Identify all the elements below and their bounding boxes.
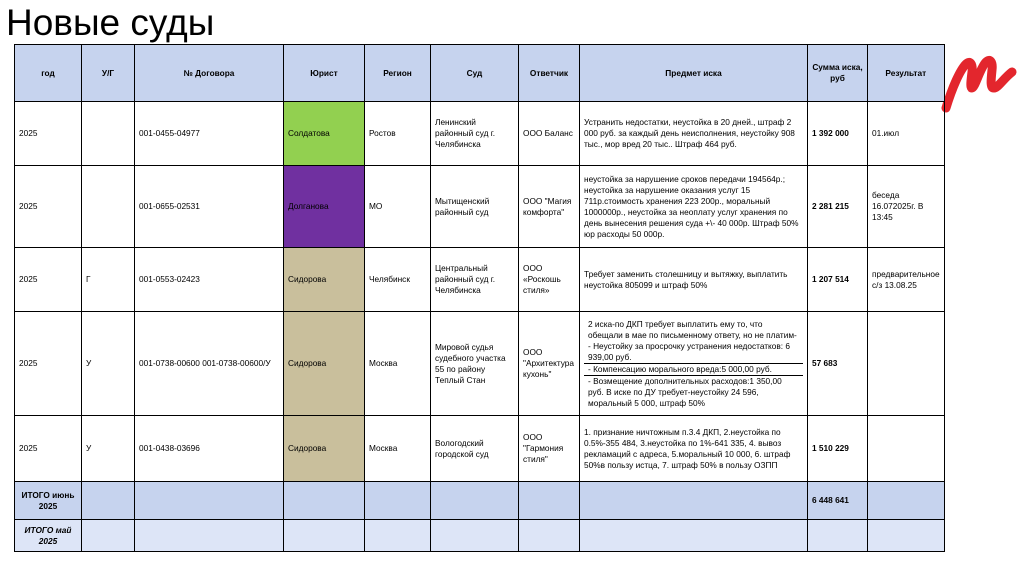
table-header-row (15, 45, 945, 102)
header-defendant: Ответчик (519, 45, 580, 102)
cell-defendant: ООО "Архитектура кухонь" (519, 312, 580, 416)
total-row (15, 482, 945, 520)
cell-defendant: ООО Баланс (519, 102, 580, 166)
total-label: ИТОГО июнь 2025 (15, 482, 82, 520)
subject-part: - Компенсацию морального вреда:5 000,00 руб. (584, 364, 803, 376)
cell-result (868, 312, 945, 416)
table-row (15, 102, 945, 166)
subject-part: 2 иска-по ДКП требует выплатить ему то, что обещали в мае по письменному ответу, но не платим-- Неустойку за просрочку устранения недостатков: 6 939,00 руб. (584, 319, 803, 364)
total-label: ИТОГО май 2025 (15, 520, 82, 552)
cell-court: Центральный районный суд г. Челябинска (431, 248, 519, 312)
cell-contract: 001-0655-02531 (135, 166, 284, 248)
header-subject: Предмет иска (580, 45, 808, 102)
cell-amount: 2 281 215 (808, 166, 868, 248)
total-amount (808, 520, 868, 552)
subject-part: - Возмещение дополнительных расходов:1 350,00 руб. В иске по ДУ требует-неустойку 24 596, моральный 5 000, штраф 50% (588, 375, 782, 408)
table-row (15, 166, 945, 248)
cell-court: Мытищенский районный суд (431, 166, 519, 248)
cell-contract: 001-0455-04977 (135, 102, 284, 166)
header-contract: № Договора (135, 45, 284, 102)
cell-amount: 1 207 514 (808, 248, 868, 312)
cell-result: предварительное с/з 13.08.25 (868, 248, 945, 312)
cell-subject: 1. признание ничтожным п.3.4 ДКП, 2.неустойка по 0.5%-355 484, 3.неустойка по 1%-641 335, 4. вывоз рекламаций с адреса, 5.моральный 10 000, 6. штраф 50%в пользу истца, 7. штраф 50% в пользу ОЗПП (580, 416, 808, 482)
cases-table (14, 44, 945, 552)
cell-region: Ростов (365, 102, 431, 166)
cell-ug: У (82, 416, 135, 482)
table-row (15, 416, 945, 482)
cell-amount: 57 683 (808, 312, 868, 416)
header-result: Результат (868, 45, 945, 102)
cell-amount: 1 392 000 (808, 102, 868, 166)
cell-subject (580, 312, 808, 416)
cell-subject: неустойка за нарушение сроков передачи 194564р.; неустойка за нарушение оказания услуг 15 711р.стоимость хранения 223 200р., моральный 1000000р., неустойка за неоплату услуг хранения по день вынесения решения суда +\- 40 000р. Штраф 50% юр расходы 50 000р. (580, 166, 808, 248)
cell-region: Москва (365, 416, 431, 482)
cell-court: Ленинский районный суд г. Челябинска (431, 102, 519, 166)
cell-amount: 1 510 229 (808, 416, 868, 482)
cell-contract: 001-0553-02423 (135, 248, 284, 312)
cell-contract: 001-0738-00600 001-0738-00600/У (135, 312, 284, 416)
header-ug: У/Г (82, 45, 135, 102)
cell-result (868, 416, 945, 482)
table-row (15, 248, 945, 312)
cell-subject: Требует заменить столешницу и вытяжку, выплатить неустойка 805099 и штраф 50% (580, 248, 808, 312)
cell-lawyer: Долганова (284, 166, 365, 248)
header-region: Регион (365, 45, 431, 102)
cell-ug (82, 102, 135, 166)
cell-year: 2025 (15, 102, 82, 166)
cell-result: 01.июл (868, 102, 945, 166)
brand-m-logo-icon (940, 48, 1020, 114)
cell-defendant: ООО "Гармония стиля" (519, 416, 580, 482)
cell-court: Вологодский городской суд (431, 416, 519, 482)
cell-court: Мировой судья судебного участка 55 по району Теплый Стан (431, 312, 519, 416)
cell-contract: 001-0438-03696 (135, 416, 284, 482)
cell-year: 2025 (15, 416, 82, 482)
cell-subject: Устранить недостатки, неустойка в 20 дней., штраф 2 000 руб. за каждый день неисполнения, неустойку 908 тыс., мор вред 20 тыс.. Штраф 464 руб. (580, 102, 808, 166)
cell-lawyer: Солдатова (284, 102, 365, 166)
total-row (15, 520, 945, 552)
header-court: Суд (431, 45, 519, 102)
cell-lawyer: Сидорова (284, 416, 365, 482)
cell-year: 2025 (15, 248, 82, 312)
header-amount: Сумма иска, руб (808, 45, 868, 102)
cell-defendant: ООО «Роскошь стиля» (519, 248, 580, 312)
cell-ug (82, 166, 135, 248)
header-year: год (15, 45, 82, 102)
cell-lawyer: Сидорова (284, 312, 365, 416)
total-amount: 6 448 641 (808, 482, 868, 520)
cell-region: Москва (365, 312, 431, 416)
cell-region: Челябинск (365, 248, 431, 312)
cell-lawyer: Сидорова (284, 248, 365, 312)
cell-year: 2025 (15, 166, 82, 248)
cell-ug: Г (82, 248, 135, 312)
table-row (15, 312, 945, 416)
cell-year: 2025 (15, 312, 82, 416)
page-title: Новые суды (6, 2, 215, 43)
cell-region: МО (365, 166, 431, 248)
cell-defendant: ООО "Магия комфорта" (519, 166, 580, 248)
cell-ug: У (82, 312, 135, 416)
cell-result: беседа 16.072025г. В 13:45 (868, 166, 945, 248)
header-lawyer: Юрист (284, 45, 365, 102)
